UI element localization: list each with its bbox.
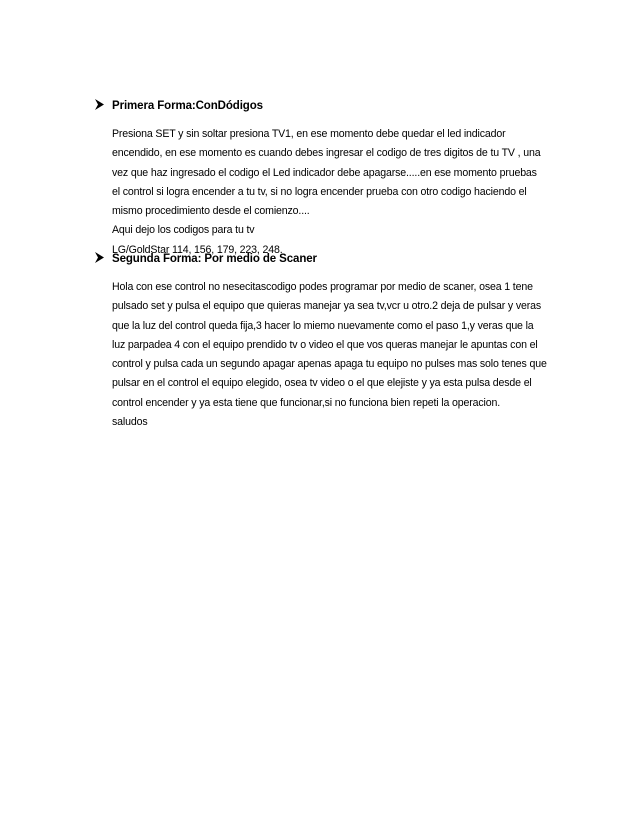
arrowhead-bullet-icon [94,252,112,266]
section-segunda-forma [94,250,564,432]
paragraph-line: luz parpadea 4 con el equipo prendido tv o video el que vos queras manejar le apuntas con el [112,338,538,351]
arrowhead-bullet-icon [94,99,112,113]
paragraph-line: que la luz del control queda fija,3 hacer lo miemo nuevamente como el paso 1,y veras que la [112,319,534,332]
paragraph-line: Presiona SET y sin soltar presiona TV1, en ese momento debe quedar el led indicador [112,128,506,140]
section-body [112,278,564,432]
section-primera-forma [94,97,564,260]
paragraph-line: el control si logra encender a tu tv, si no logra encender prueba con otro codigo haciendo el [112,185,527,198]
paragraph-line: control y pulsa cada un segundo apagar apenas apaga tu equipo no pulses mas solo tenes que [112,358,547,371]
section-heading [94,250,564,268]
paragraph-line: vez que haz ingresado el codigo el Led indicador debe apagarse.....en ese momento pruebas [112,166,537,179]
paragraph-line: LG/GoldStar 114, 156, 179, 223, 248. [112,243,283,256]
paragraph-line: pulsar en el control el equipo elegido, osea tv video o el que elejiste y ya esta pulsa desde el [112,377,532,390]
section-heading-text: Segunda Forma: Por medio de Scaner [112,253,317,265]
paragraph-line: Aqui dejo los codigos para tu tv [112,224,255,237]
paragraph-line: mismo procedimiento desde el comienzo.... [112,205,310,218]
paragraph-line: Hola con ese control no nesecitascodigo podes programar por medio de scaner, osea 1 tene [112,281,533,293]
paragraph-line: saludos [112,416,148,429]
paragraph-line: control encender y ya esta tiene que funcionar,si no funciona bien repeti la operacion. [112,396,501,409]
section-heading-text: Primera Forma:ConDódigos [112,100,263,112]
paragraph-line: pulsado set y pulsa el equipo que quieras manejar ya sea tv,vcr u otro.2 deja de pulsar y veras [112,300,541,313]
section-heading [94,97,564,115]
paragraph-line: encendido, en ese momento es cuando debes ingresar el codigo de tres digitos de tu TV , una [112,147,541,160]
section-body [112,125,564,260]
